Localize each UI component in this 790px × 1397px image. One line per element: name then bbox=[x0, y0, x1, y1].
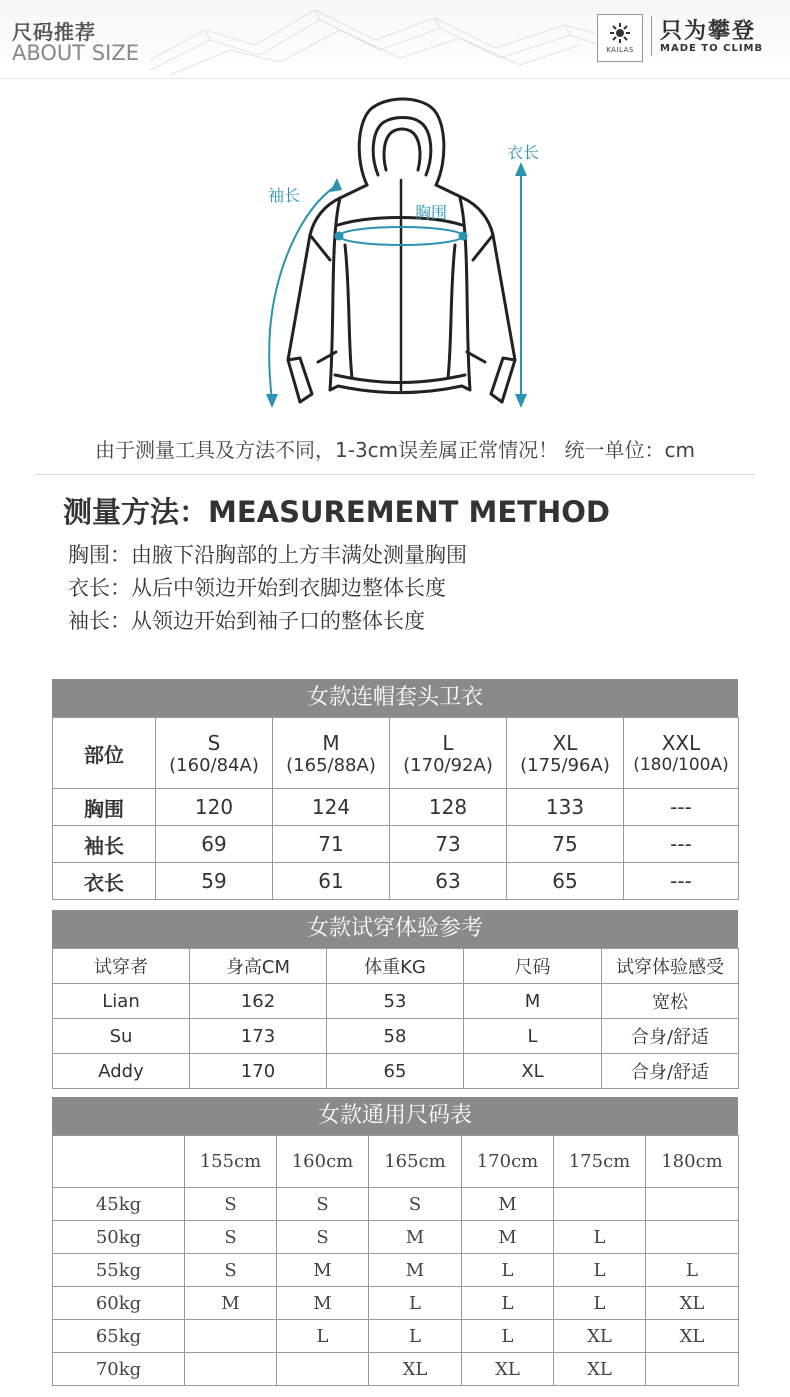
size-header bbox=[507, 718, 624, 789]
table-header-row bbox=[53, 718, 739, 789]
table-cell: Addy bbox=[53, 1054, 190, 1089]
size-spec: (170/92A) bbox=[403, 754, 493, 776]
sleeve-label: 袖长 bbox=[268, 186, 301, 205]
size-header bbox=[624, 718, 739, 789]
column-header: 体重KG bbox=[327, 949, 464, 984]
size-header bbox=[156, 718, 273, 789]
table-cell: 120 bbox=[156, 789, 273, 826]
table-cell: M bbox=[369, 1254, 462, 1287]
measurement-note: 由于测量工具及方法不同，1-3cm误差属正常情况！ 统一单位：cm bbox=[95, 438, 695, 462]
general-table-title: 女款通用尺码表 bbox=[52, 1097, 738, 1135]
size-name: M bbox=[322, 730, 340, 755]
table-cell: XL bbox=[646, 1320, 739, 1353]
corner-cell: 部位 bbox=[53, 718, 156, 789]
column-header: 170cm bbox=[462, 1136, 554, 1188]
table-cell bbox=[185, 1320, 277, 1353]
slogan-en: MADE TO CLIMB bbox=[660, 43, 764, 54]
table-cell: 133 bbox=[507, 789, 624, 826]
row-label: 胸围 bbox=[53, 789, 156, 826]
table-row bbox=[53, 863, 739, 900]
table-cell: 合身/舒适 bbox=[602, 1019, 739, 1054]
table-cell: L bbox=[554, 1254, 646, 1287]
table-cell: L bbox=[646, 1254, 739, 1287]
table-cell: Lian bbox=[53, 984, 190, 1019]
column-header: 尺码 bbox=[464, 949, 602, 984]
table-cell: 162 bbox=[190, 984, 327, 1019]
chest-label: 胸围 bbox=[415, 203, 448, 222]
table-cell: 71 bbox=[273, 826, 390, 863]
jacket-diagram bbox=[0, 90, 790, 420]
size-name: S bbox=[207, 730, 221, 755]
size-spec: (180/100A) bbox=[633, 755, 729, 775]
row-label: 70kg bbox=[53, 1353, 185, 1386]
table-cell bbox=[185, 1353, 277, 1386]
table-cell: L bbox=[464, 1019, 602, 1054]
table-cell: 73 bbox=[390, 826, 507, 863]
jacket-outline-icon bbox=[288, 99, 515, 402]
table-cell: L bbox=[369, 1320, 462, 1353]
table-row bbox=[53, 789, 739, 826]
table-cell: XL bbox=[554, 1320, 646, 1353]
row-label: 衣长 bbox=[53, 863, 156, 900]
column-header: 身高CM bbox=[190, 949, 327, 984]
method-item: 衣长：从后中领边开始到衣脚边整体长度 bbox=[68, 576, 446, 600]
column-header: 180cm bbox=[646, 1136, 739, 1188]
table-cell: XL bbox=[464, 1054, 602, 1089]
divider bbox=[35, 474, 755, 475]
table-row bbox=[53, 1054, 739, 1089]
table-cell: M bbox=[369, 1221, 462, 1254]
row-label: 45kg bbox=[53, 1188, 185, 1221]
table-cell: L bbox=[462, 1320, 554, 1353]
table-cell: 65 bbox=[507, 863, 624, 900]
table-cell: XL bbox=[462, 1353, 554, 1386]
table-header-row bbox=[53, 1136, 739, 1188]
table-cell: 宽松 bbox=[602, 984, 739, 1019]
table-cell: S bbox=[277, 1188, 369, 1221]
table-cell bbox=[646, 1353, 739, 1386]
table-cell: M bbox=[462, 1221, 554, 1254]
row-label: 50kg bbox=[53, 1221, 185, 1254]
table-cell: 58 bbox=[327, 1019, 464, 1054]
trial-table-title: 女款试穿体验参考 bbox=[52, 910, 738, 948]
size-table-title: 女款连帽套头卫衣 bbox=[52, 679, 738, 717]
method-item: 胸围：由腋下沿胸部的上方丰满处测量胸围 bbox=[68, 543, 467, 567]
table-cell: M bbox=[277, 1287, 369, 1320]
table-row bbox=[53, 1254, 739, 1287]
table-row bbox=[53, 1353, 739, 1386]
method-title: 测量方法：MEASUREMENT METHOD bbox=[63, 495, 610, 529]
length-label: 衣长 bbox=[507, 143, 540, 162]
table-cell: 53 bbox=[327, 984, 464, 1019]
brand-logo bbox=[597, 14, 643, 62]
table-cell: --- bbox=[624, 789, 739, 826]
table-cell: S bbox=[185, 1221, 277, 1254]
table-row bbox=[53, 1287, 739, 1320]
table-cell: S bbox=[277, 1221, 369, 1254]
row-label: 60kg bbox=[53, 1287, 185, 1320]
column-header: 175cm bbox=[554, 1136, 646, 1188]
table-cell: Su bbox=[53, 1019, 190, 1054]
header-title-cn: 尺码推荐 bbox=[12, 20, 96, 44]
table-cell: --- bbox=[624, 863, 739, 900]
size-spec: (160/84A) bbox=[169, 754, 259, 776]
table-cell: 59 bbox=[156, 863, 273, 900]
size-spec: (175/96A) bbox=[520, 754, 610, 776]
row-label: 65kg bbox=[53, 1320, 185, 1353]
table-cell: L bbox=[462, 1287, 554, 1320]
table-cell bbox=[646, 1221, 739, 1254]
table-row bbox=[53, 984, 739, 1019]
table-cell: M bbox=[185, 1287, 277, 1320]
table-cell bbox=[277, 1353, 369, 1386]
table-row bbox=[53, 1019, 739, 1054]
table-row bbox=[53, 826, 739, 863]
table-row bbox=[53, 1221, 739, 1254]
table-cell: S bbox=[185, 1254, 277, 1287]
size-name: L bbox=[442, 730, 454, 755]
table-cell: --- bbox=[624, 826, 739, 863]
table-cell: S bbox=[369, 1188, 462, 1221]
table-cell: L bbox=[554, 1287, 646, 1320]
column-header: 试穿者 bbox=[53, 949, 190, 984]
table-cell bbox=[554, 1188, 646, 1221]
trial-table bbox=[52, 948, 739, 1089]
table-cell: S bbox=[185, 1188, 277, 1221]
column-header: 试穿体验感受 bbox=[602, 949, 739, 984]
table-cell: L bbox=[277, 1320, 369, 1353]
table-header-row bbox=[53, 949, 739, 984]
size-table bbox=[52, 717, 739, 900]
table-cell: 69 bbox=[156, 826, 273, 863]
table-cell: XL bbox=[369, 1353, 462, 1386]
method-item: 袖长：从领边开始到袖子口的整体长度 bbox=[68, 609, 425, 633]
slogan-divider bbox=[651, 16, 652, 56]
row-label: 袖长 bbox=[53, 826, 156, 863]
sun-icon bbox=[609, 22, 631, 44]
table-cell: 170 bbox=[190, 1054, 327, 1089]
column-header: 165cm bbox=[369, 1136, 462, 1188]
page-header bbox=[0, 0, 790, 79]
brand-name: KAILAS bbox=[606, 46, 634, 54]
table-cell: M bbox=[277, 1254, 369, 1287]
table-cell: M bbox=[462, 1188, 554, 1221]
table-cell bbox=[646, 1188, 739, 1221]
size-header bbox=[390, 718, 507, 789]
size-header bbox=[273, 718, 390, 789]
table-cell: 63 bbox=[390, 863, 507, 900]
size-name: XXL bbox=[661, 731, 701, 755]
table-cell: 173 bbox=[190, 1019, 327, 1054]
table-cell: XL bbox=[554, 1353, 646, 1386]
row-label: 55kg bbox=[53, 1254, 185, 1287]
column-header: 160cm bbox=[277, 1136, 369, 1188]
table-cell: L bbox=[369, 1287, 462, 1320]
size-spec: (165/88A) bbox=[286, 754, 376, 776]
mountain-decoration bbox=[150, 0, 600, 78]
general-size-table bbox=[52, 1135, 739, 1386]
table-cell: L bbox=[462, 1254, 554, 1287]
table-row bbox=[53, 1320, 739, 1353]
table-cell: 61 bbox=[273, 863, 390, 900]
table-cell: 65 bbox=[327, 1054, 464, 1089]
table-cell: 75 bbox=[507, 826, 624, 863]
table-cell: 124 bbox=[273, 789, 390, 826]
table-row bbox=[53, 1188, 739, 1221]
table-cell: XL bbox=[646, 1287, 739, 1320]
size-name: XL bbox=[552, 730, 578, 755]
table-cell: 合身/舒适 bbox=[602, 1054, 739, 1089]
table-cell: L bbox=[554, 1221, 646, 1254]
table-cell: M bbox=[464, 984, 602, 1019]
table-cell: 128 bbox=[390, 789, 507, 826]
header-title-en: ABOUT SIZE bbox=[12, 41, 139, 65]
slogan-cn: 只为攀登 bbox=[660, 19, 757, 44]
column-header: 155cm bbox=[185, 1136, 277, 1188]
corner-cell bbox=[53, 1136, 185, 1188]
